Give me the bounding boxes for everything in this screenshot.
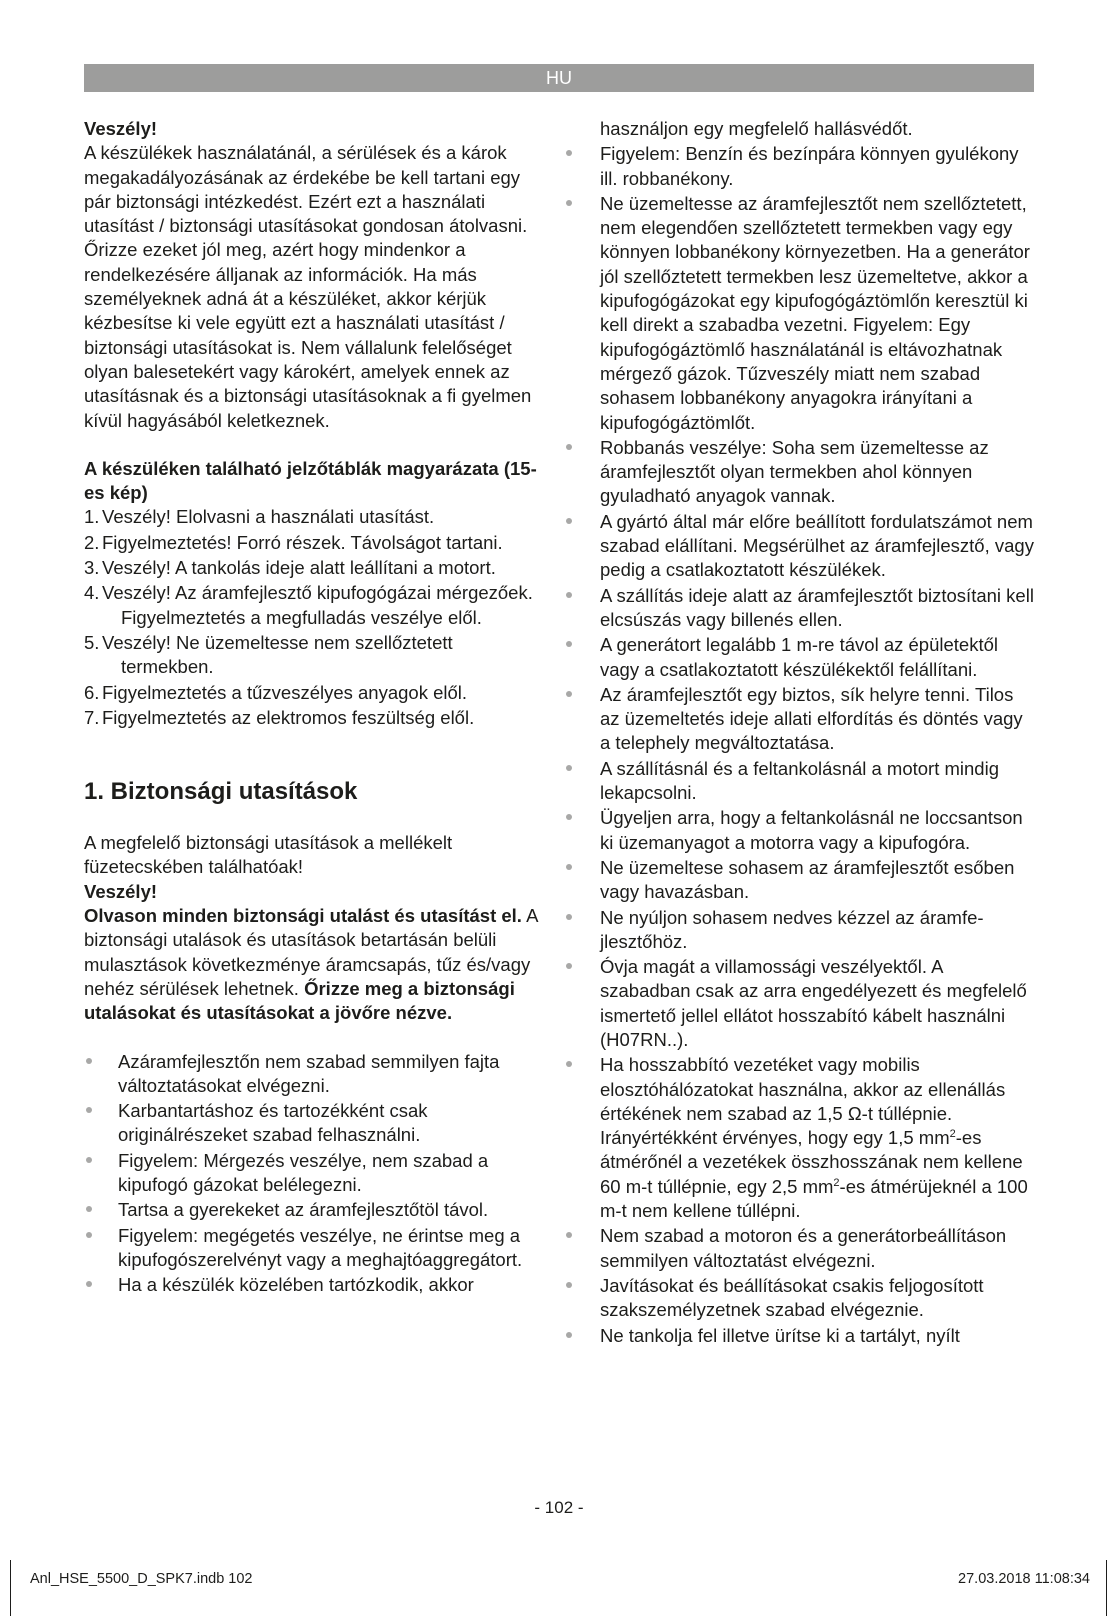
list-item: 4. Veszély! Az áramfejlesztő kipufogógázai mérgezőek. Figyelmeztetés a megfulladás veszélye elől. [84,582,533,628]
list-item: Óvja magát a villamossági veszélyektől. A szabadban csak az arra engedélyezett és megfelelő ismertető jellel ellátot hosszabító kábelt használni (H07RN..). [574,955,1034,1052]
footer-filename: Anl_HSE_5500_D_SPK7.indb 102 [30,1571,253,1587]
list-item: A gyártó által már előre beállított fordulatszámot nem szabad elállítani. Megsérülhet az áramfejlesztő, vagy pedig a csatlakoztatott készülékek. [574,510,1034,583]
keep-bold: Őrizze meg a biztonsági utalásokat és utasításokat a jövőre nézve. [84,977,515,1024]
list-item: A szállításnál és a feltankolásnál a motort mindig lekapcsolni. [574,757,1034,806]
section-heading: 1. Biztonsági utasítások [84,778,358,806]
signs-list [84,505,546,730]
right-crop-line [1106,1560,1107,1616]
language-header-bar [84,64,1034,92]
left-column [84,117,546,1298]
page-number: - 102 - [534,1498,584,1517]
list-item: Ügyeljen arra, hogy a feltankolásnál ne loccsantson ki üzemanyagot a motorra vagy a kipufogóra. [574,806,1034,855]
list-item: 7. Figyelmeztetés az elektromos feszültség elől. [84,706,475,728]
safety-bullet-list-left [84,1050,546,1298]
list-item: Ne üzemeltese sohasem az áramfejlesztőt esőben vagy havazásban. [574,856,1034,905]
footer-datetime: 27.03.2018 11:08:34 [958,1571,1090,1587]
list-item: 1. Veszély! Elolvasni a használati utasítást. [84,506,435,528]
list-item: Figyelem: megégetés veszélye, ne érintse meg a kipufogószerelvényt vagy a meghajtóaggregátort. [84,1224,546,1273]
list-item: 6. Figyelmeztetés a tűzveszélyes anyagok elől. [84,681,468,703]
list-item: A szállítás ideje alatt az áramfejlesztőt biztosítani kell elcsúszás vagy billenés ellen. [574,584,1034,633]
danger2-title: Veszély! [84,880,158,902]
list-item: Ne üzemeltesse az áramfejlesztőt nem szellőztetett, nem elegendően szellőztetett termekben vagy egy könnyen lobbanékony környezetben. Ha a generátor jól szellőztetett termekben lesz üzemeltetve, akkor a kipufogógázokat egy kipufogógáztömlőn keresztül ki kell direkt a szabadba vezetni. Figyelem: Egy kipufogógáztömlő használatánál is eltávozhatnak mérgező gázok. Tűzveszély miatt nem szabad sohasem lobbanékony anyagokra irányítani a kipufogógáztömlőt. [574,192,1034,435]
left-crop-line [10,1560,11,1616]
list-item: Tartsa a gyerekeket az áramfejlesztőtöl távol. [84,1198,546,1222]
list-item: Ne nyúljon sohasem nedves kézzel az áramfe-jlesztőhöz. [574,906,1034,955]
list-item: Javításokat és beállításokat csakis feljogosított szakszemélyzetnek szabad elvégeznie. [574,1274,1034,1323]
safety-bullet-list-right [574,117,1034,1348]
list-item: Figyelem: Mérgezés veszélye, nem szabad a kipufogó gázokat belélegezni. [84,1149,546,1198]
list-item: Az áramfejlesztőt egy biztos, sík helyre tenni. Tilos az üzemeltetés ideje allati elfordítás és döntés vagy a telephely megváltoztatása. [574,683,1034,756]
list-item: A generátort legalább 1 m-re távol az épületektől vagy a csatlakoztatott készülékektől felállítani. [574,633,1034,682]
intro-paragraph: A megfelelő biztonsági utasítások a mellékelt füzetecskében találhatóak! [84,832,453,878]
list-item: Nem szabad a motoron és a generátorbeállításon semmilyen változtatást elvégezni. [574,1224,1034,1273]
list-item: Robbanás veszélye: Soha sem üzemeltesse az áramfejlesztőt olyan termekben ahol könnyen gyuladható anyagok vannak. [574,436,1034,509]
list-item: 2. Figyelmeztetés! Forró részek. Távolságot tartani. [84,531,503,553]
list-item-extension-cable: Ha hosszabbító vezetéket vagy mobilis elosztóhálózatokat használna, akkor az ellenállás értékének nem szabad az 1,5 Ω-t túllépnie. Irányértékként érvényes, hogy egy 1,5 $mm^2-es$ átmérőnél a vezetékek összhosszának nem kellene 60 m-t túllépnie, egy 2,5 $mm^2-es$ átmérüjeknél a 100 m-t nem kellene túllépni. [574,1053,1034,1223]
list-item: Ha a készülék közelében tartózkodik, akkor [84,1273,546,1297]
language-code: HU [546,68,572,88]
list-item: 5. Veszély! Ne üzemeltesse nem szellőztetett termekben. [84,631,453,678]
danger-title: Veszély! [84,118,158,139]
list-item-continuation: használjon egy megfelelő hallásvédőt. [600,118,913,139]
read-bold: Olvason minden biztonsági utalást és utasítást el. [84,905,522,927]
read-text: A biztonsági utalások és utasítások betartásán belüli mulasztások következménye áramcsapás, tűz és/vagy nehéz sérülések lehetnek. [84,905,538,999]
right-column [574,117,1034,1349]
danger-paragraph: A készülékek használatánál, a sérülések és a károk megakadályozásának az érdekébe be kell tartani egy pár biztonsági intézkedést. Ezért ezt a használati utasítást / biztonsági utasításokat gondosan átolvasni. Őrizze ezeket jól meg, azért hogy mindenkor a rendelkezésére álljanak az információk. Ha más személyeknek adná át a készüléket, akkor kérjük kézbesítse ki vele együtt ezt a használati utasítást / biztonsági utasításokat is. Nem vállalunk felelőséget olyan balesetekért vagy károkért, amelyek ennek az utasításnak és a biztonsági utasításoknak a fi gyelmen kívül hagyásából keletkeznek. [84,142,532,431]
list-item: Azáramfejlesztőn nem szabad semmilyen fajta változtatásokat elvégezni. [84,1050,546,1099]
signs-heading: A készüléken található jelzőtáblák magyarázata (15-es kép) [84,457,537,504]
list-item: Karbantartáshoz és tartozékként csak originálrészeket szabad felhasználni. [84,1099,546,1148]
list-item: 3. Veszély! A tankolás ideje alatt leállítani a motort. [84,557,496,579]
read-instructions-paragraph [84,904,546,1025]
list-item: Ne tankolja fel illetve ürítse ki a tartályt, nyílt [574,1324,1034,1348]
list-item: Figyelem: Benzín és bezínpára könnyen gyulékony ill. robbanékony. [574,142,1034,191]
